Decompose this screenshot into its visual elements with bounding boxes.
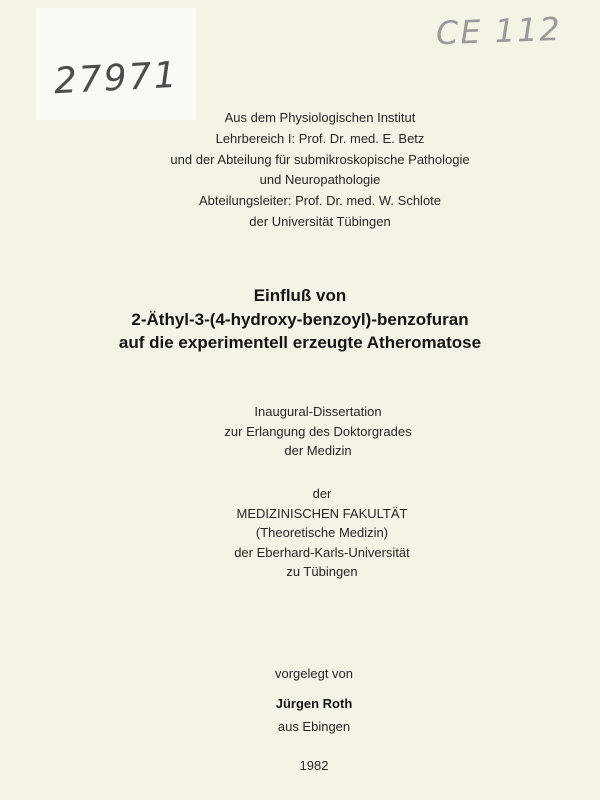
dissertation-line: der Medizin — [284, 443, 352, 459]
catalog-number-handwriting: 27971 — [53, 54, 180, 103]
faculty-line: (Theoretische Medizin) — [255, 525, 389, 541]
institution-line: der Universität Tübingen — [249, 213, 391, 229]
title-line: Einfluß von — [253, 286, 347, 305]
dissertation-line: Inaugural-Dissertation — [254, 404, 382, 419]
institution-line: Abteilungsleiter: Prof. Dr. med. W. Schlote — [198, 193, 442, 209]
faculty-line: MEDIZINISCHEN FAKULTÄT — [236, 505, 408, 521]
institution-header — [40, 108, 600, 233]
dissertation-line: zur Erlangung des Doktorgrades — [224, 423, 412, 439]
institution-line: und Neuropathologie — [259, 172, 381, 188]
shelf-mark-handwriting: CE 112 — [435, 9, 563, 53]
faculty-line: der Eberhard-Karls-Universität — [234, 544, 410, 560]
institution-line: und der Abteilung für submikroskopische Pathologie — [170, 151, 470, 167]
faculty-line: der — [312, 486, 332, 501]
presented-by: vorgelegt von — [274, 666, 354, 681]
author-name: Jürgen Roth — [275, 696, 353, 711]
publication-year: 1982 — [299, 758, 329, 773]
dissertation-title — [0, 284, 600, 355]
title-line: auf die experimentell erzeugte Atheromatose — [118, 333, 482, 352]
institution-line: Lehrbereich I: Prof. Dr. med. E. Betz — [215, 130, 425, 146]
faculty-block — [22, 484, 600, 582]
title-line: 2-Äthyl-3-(4-hydroxy-benzoyl)-benzofuran — [131, 309, 469, 329]
faculty-line: zu Tübingen — [286, 564, 358, 580]
institution-line: Aus dem Physiologischen Institut — [224, 110, 416, 125]
author-origin: aus Ebingen — [277, 719, 351, 734]
dissertation-type — [18, 402, 600, 461]
